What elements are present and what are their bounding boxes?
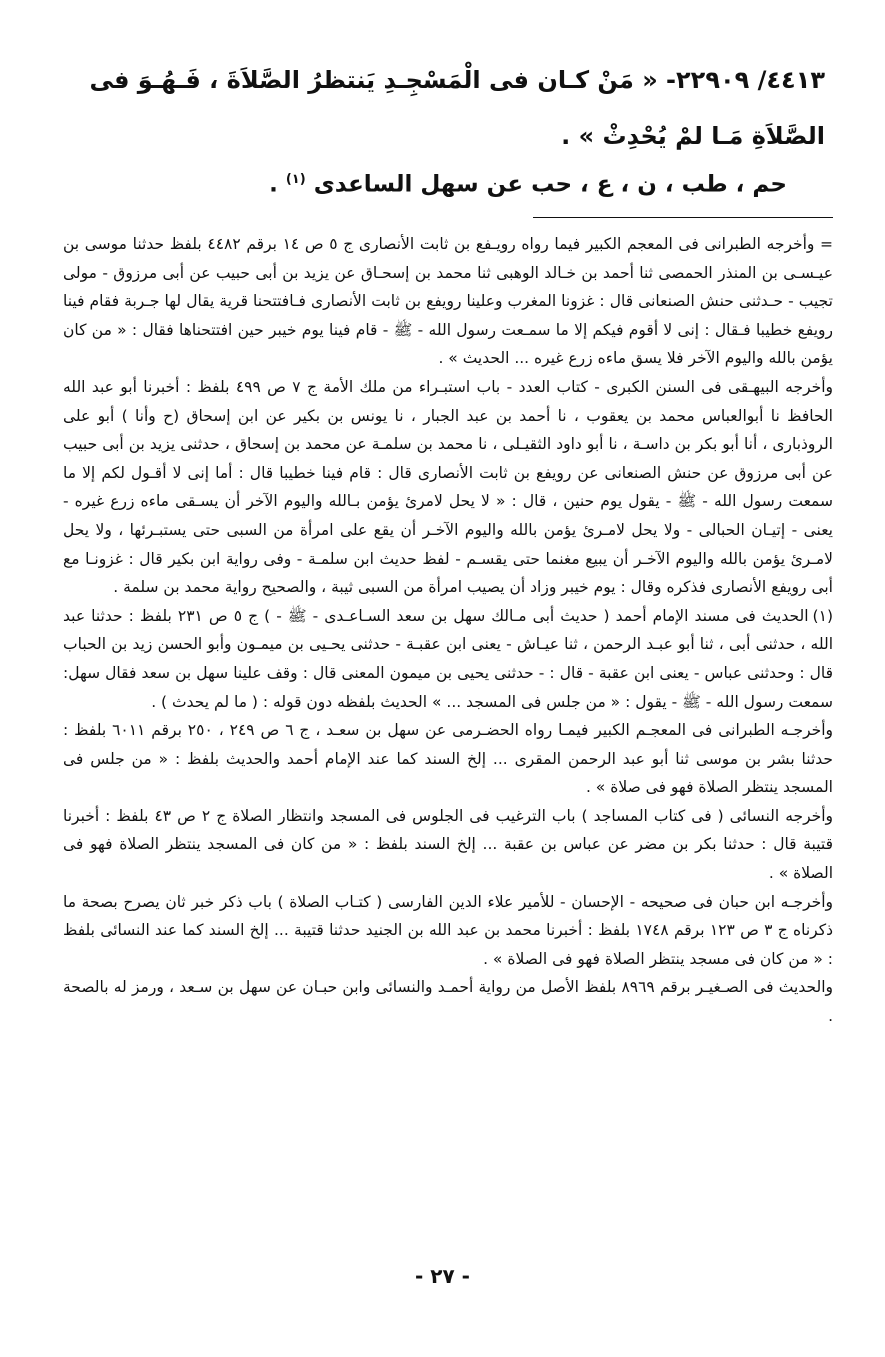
hadith-separator: - bbox=[657, 66, 677, 94]
footnotes-section bbox=[63, 230, 833, 1031]
footnote-text: والحديث فى الصـغيـر برقم ٨٩٦٩ بلفظ الأصل من رواية أحمـد والنسائى وابن حبـان عن سهل بن سـعد ، ورمز له بالصحة . bbox=[63, 978, 833, 1026]
footnote-reference: (١) bbox=[285, 172, 306, 187]
hadith-entry bbox=[45, 52, 825, 164]
footnote-text: وأخرجـه الطبرانى فى المعجـم الكبير فيمـا رواه الحضـرمى عن سهل بن سعـد ، ج ٦ ص ٢٤٩ ، ٢٥٠ برقم ٦٠١١ بلفظ : حدثنا بشر بن موسى ثنا أبو عبد الرحمن المقرى ... إلخ السند كما عند الإمام أحمد والحديث بلفظ : « من جلس فى المسجد ينتظر الصلاة فهو فى صلاة » . bbox=[63, 721, 834, 797]
footnote-paragraph bbox=[63, 888, 833, 974]
footnote-marker: (١) bbox=[812, 606, 833, 625]
footnote-paragraph bbox=[63, 230, 833, 373]
hadith-text: « مَنْ كـان فى الْمَسْجِـدِ يَنتظرُ الصَّلاَةَ ، فَـهُـوَ فى الصَّلاَةِ مَـا لمْ يُحْدِثْ » . bbox=[89, 66, 825, 150]
footnote-divider bbox=[533, 217, 833, 218]
footnote-paragraph bbox=[63, 973, 833, 1030]
footnote-text: = وأخرجه الطبرانى فى المعجم الكبير فيما رواه رويـفع بن ثابت الأنصارى ج ٥ ص ١٤ برقم ٤٤٨٢ بلفظ حدثنا موسى بن عيـسـى بن المنذر الحمصى ثنا أحمد بن خـالد الوهبى ثنا محمد بن إسحـاق عن يزيد بن أبى حبيب عن أبى مرزوق - مولى تجيب - حـدثنى حنش الصنعانى قال : غزونا المغرب وعلينا رويفع بن ثابت الأنصارى فـافتتحنا قرية يقال لها جـربة فقام فينا رويفع خطيبا فـقال : إنى لا أقوم فيكم إلا ما سمـعت رسول الله - ﷺ - قام فينا يوم خيبر حين افتتحناها فقال : « من كان يؤمن بالله واليوم الآخر فلا يسق ماءه زرع غيره ... الحديث » . bbox=[63, 235, 834, 368]
hadith-number: ٤٤١٣/ ٢٢٩٠٩ bbox=[676, 66, 825, 94]
footnote-text: وأخرجه البيهـقى فى السنن الكبرى - كتاب العدد - باب استبـراء من ملك الأمة ج ٧ ص ٤٩٩ بلفظ : أخبرنا أبو عبد الله الحافظ نا أبوالعباس محمد بن يعقوب ، نا أحمد بن عبد الجبار ، نا يونس بن بكير عن ابن إسحاق (ح وأنا ) أبو على الروذبارى ، أنا أبو بكر بن داسـة ، نا أبو داود الثقيـلى ، نا محمد بن سلمـة عن محمد بن إسحاق ، حدثنى يزيد بن أبى حبيب عن أبى مرزوق عن حنش الصنعانى عن رويفع بن ثابت الأنصارى قال : قام فينا خطيبا قال : أما إنى لا أقـول لكم إلا ما سمعت رسول الله - ﷺ - يقول يوم حنين ، قال : « لا يحل لامرئ يؤمن بـالله واليوم الآخر أن يسـقى ماءه زرع غيره - يعنى - إتيـان الحبالى - ولا يحل لامـرئ يؤمن بالله واليوم الآخـر أن يقع على امرأة من السبى حتى يستبـرئها ، ولا يحل لامـرئ يؤمن بالله واليوم الآخـر أن يبيع مغنما حتى يقسـم - لفظ حديث ابن سلمـة - وفى رواية ابن بكير قال : غزونـا مع أبى رويفع الأنصارى فذكره وقال : يوم خيبر وزاد أن يصيب امرأة من السبى ثيبة ، والصحيح رواية محمد بن سلمة . bbox=[63, 377, 833, 597]
footnote-text: وأخرجه النسائى ( فى كتاب المساجد ) باب الترغيب فى الجلوس فى المسجد وانتظار الصلاة ج ٢ ص ٤٣ بلفظ : أخبرنا قتيبة قال : حدثنا بكر بن مضر عن عباس بن عقبة ... إلخ السند بلفظ : « من كان فى المسجد ينتظر الصلاة فهو فى الصلاة » . bbox=[63, 806, 834, 883]
source-end: . bbox=[269, 171, 278, 198]
footnote-paragraph bbox=[63, 802, 833, 888]
footnote-paragraph bbox=[63, 716, 833, 802]
page-number: - ٢٧ - bbox=[415, 1264, 470, 1288]
source-abbreviations bbox=[87, 160, 787, 205]
footnote-text: الحديث فى مسند الإمام أحمد ( حديث أبى مـالك سهل بن سعد السـاعـدى - ﷺ - ) ج ٥ ص ٢٣١ بلفظ : حدثنا عبد الله ، حدثنى أبى ، ثنا أبو عبـد الرحمن ، ثنا عيـاش - يعنى ابن عقبـة - حدثنى يحـيى بن ميمـون وأبو الحسن زيد بن الحباب قال : وحدثنى عباس - يعنى ابن عقبة - قال : - حدثنى يحيى بن ميمون المعنى قال : وقف علينا سهل بن سعد فقال سهل: سمعت رسول الله - ﷺ - يقول : « من جلس فى المسجد ... » الحديث بلفظه دون قوله : ( ما لم يحدث ) . bbox=[63, 606, 833, 711]
footnote-paragraph bbox=[63, 373, 833, 602]
footnote-paragraph bbox=[63, 602, 833, 716]
source-text: حم ، طب ، ن ، ع ، حب عن سهل الساعدى bbox=[313, 171, 787, 198]
footnote-text: وأخرجـه ابن حبان فى صحيحه - الإحسان - للأمير علاء الدين الفارسى ( كتـاب الصلاة ) باب ذكر خبر ثان يصرح بصحة ما ذكرناه ج ٣ ص ١٢٣ برقم ١٧٤٨ بلفظ : أخبرنا محمد بن عبد الله بن الجنيد حدثنا قتيبة ... إلخ السند كما عند النسائى بلفظ : « من كان فى مسجد ينتظر الصلاة فهو فى الصلاة » . bbox=[63, 892, 833, 968]
